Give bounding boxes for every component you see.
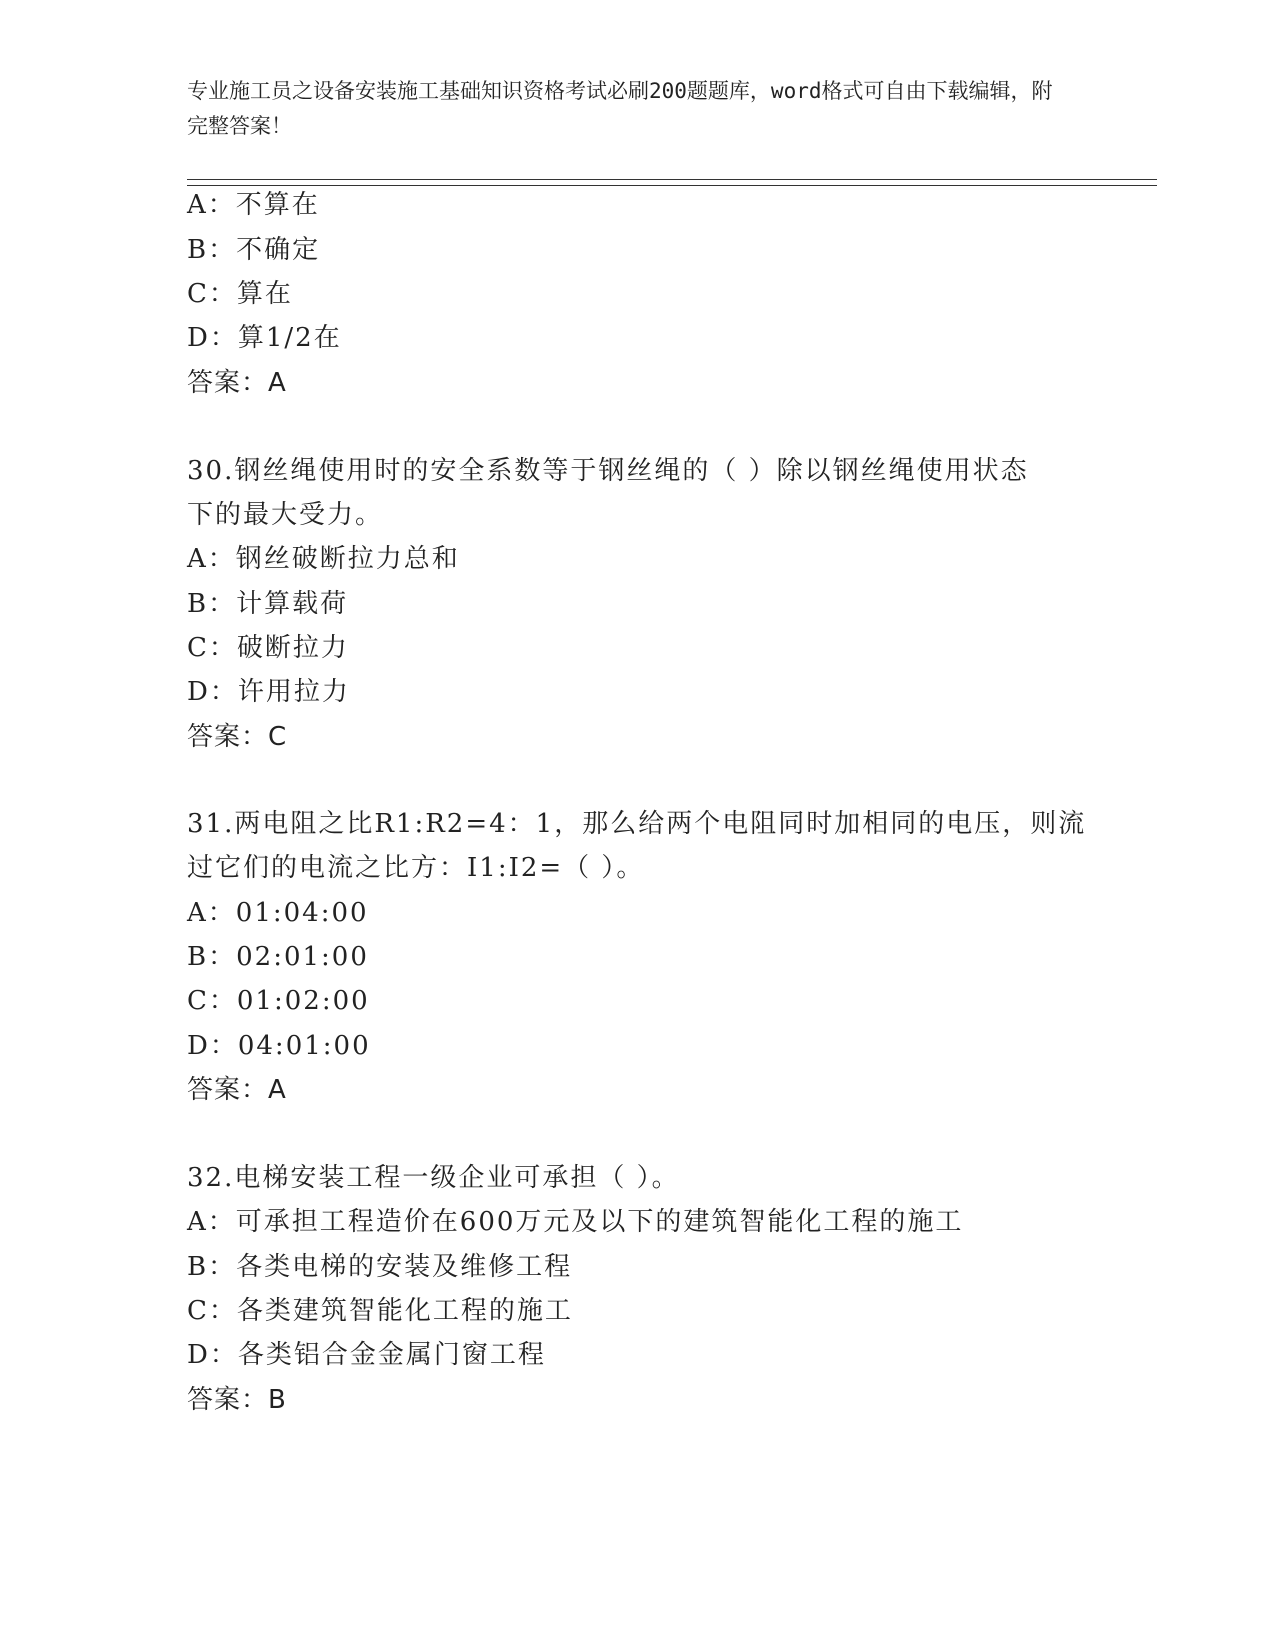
answer-text: 答案：A [187,368,287,398]
option-b: B：各类电梯的安装及维修工程 [187,1252,573,1282]
option-c: C：01:02:00 [187,986,370,1016]
option-b: B：计算载荷 [187,589,349,619]
document-header: 专业施工员之设备安装施工基础知识资格考试必刷200题题库，word格式可自由下载编辑，附完整答案！ [187,79,1053,138]
option-a: A：不算在 [187,190,320,220]
question-stem: 31.两电阻之比R1:R2=4：1，那么给两个电阻同时加相同的电压，则流 [187,809,1087,839]
answer-text: 答案：B [187,1385,287,1415]
answer-text: 答案：A [187,1075,287,1105]
option-a: A：钢丝破断拉力总和 [187,544,460,574]
question-stem: 32.电梯安装工程一级企业可承担（ ）。 [187,1163,680,1193]
option-d: D：各类铝合金金属门窗工程 [187,1340,546,1370]
question-stem: 30.钢丝绳使用时的安全系数等于钢丝绳的（ ）除以钢丝绳使用状态 [187,456,1029,486]
header-divider-bottom [187,185,1157,186]
answer-text: 答案：C [187,722,288,752]
option-a: A：01:04:00 [187,898,369,928]
option-d: D：许用拉力 [187,677,350,707]
header-divider-top [187,179,1157,180]
option-b: B：不确定 [187,235,321,265]
option-c: C：破断拉力 [187,633,349,663]
option-d: D：04:01:00 [187,1031,371,1061]
option-c: C：算在 [187,279,293,309]
option-a: A：可承担工程造价在600万元及以下的建筑智能化工程的施工 [187,1207,964,1237]
option-c: C：各类建筑智能化工程的施工 [187,1296,573,1326]
question-stem-continuation: 下的最大受力。 [187,500,384,530]
option-d: D：算1/2在 [187,323,342,353]
option-b: B：02:01:00 [187,942,369,972]
question-stem-continuation: 过它们的电流之比方：I1:I2=（ ）。 [187,853,645,883]
